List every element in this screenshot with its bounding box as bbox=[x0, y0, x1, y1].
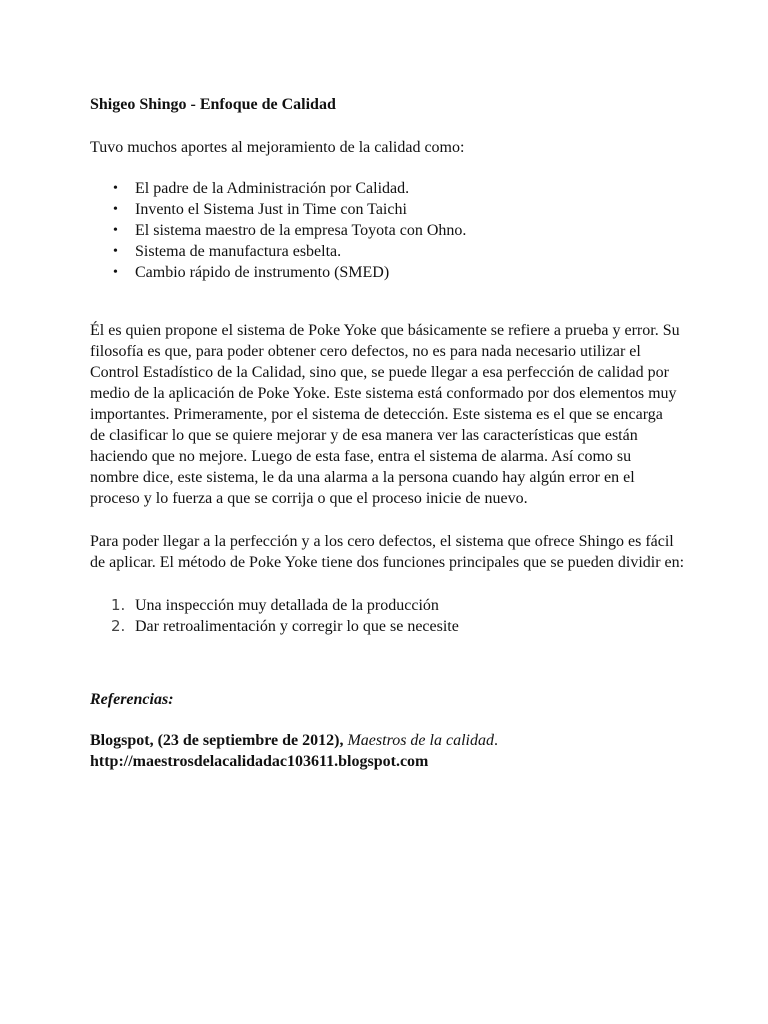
list-item-text: Cambio rápido de instrumento (SMED) bbox=[135, 264, 390, 281]
document-body bbox=[90, 94, 690, 772]
reference-source: Blogspot, (23 de septiembre de 2012), bbox=[90, 732, 344, 749]
list-item-text: El padre de la Administración por Calidad. bbox=[135, 180, 410, 197]
list-item-text: Invento el Sistema Just in Time con Taichi bbox=[135, 201, 407, 218]
numbered-item-text: Dar retroalimentación y corregir lo que se necesite bbox=[135, 618, 459, 635]
reference-url: http://maestrosdelacalidadac103611.blogspot.com bbox=[90, 753, 429, 770]
list-item-text: El sistema maestro de la empresa Toyota con Ohno. bbox=[135, 222, 467, 239]
numbered-item bbox=[90, 616, 690, 637]
list-item bbox=[90, 262, 690, 283]
list-item bbox=[90, 220, 690, 241]
item-number: 2. bbox=[111, 617, 126, 635]
list-item bbox=[90, 199, 690, 220]
bullet-icon: • bbox=[113, 244, 118, 259]
contributions-list bbox=[90, 178, 690, 283]
functions-paragraph: Para poder llegar a la perfección y a los cero defectos, el sistema que ofrece Shingo es fácil de aplicar. El método de Poke Yoke tiene dos funciones principales que se pueden dividir en: bbox=[90, 533, 685, 571]
intro-paragraph: Tuvo muchos aportes al mejoramiento de la calidad como: bbox=[90, 139, 465, 156]
bullet-icon: • bbox=[113, 265, 118, 280]
poke-yoke-paragraph: Él es quien propone el sistema de Poke Yoke que básicamente se refiere a prueba y error. Su filosofía es que, para poder obtener cero defectos, no es para nada necesario utilizar el Control Estadístico de la Calidad, sino que, se puede llegar a esa perfección de calidad por medio de la aplicación de Poke Yoke. Este sistema está conformado por dos elementos muy importantes. Primeramente, por el sistema de detección. Este sistema es el que se encarga de clasificar lo que se quiere mejorar y de esa manera ver las características que están haciendo que no mejore. Luego de esta fase, entra el sistema de alarma. Así como su nombre dice, este sistema, le da una alarma a la persona cuando hay algún error en el proceso y lo fuerza a que se corrija o que el proceso inicie de nuevo. bbox=[90, 322, 680, 507]
list-item-text: Sistema de manufactura esbelta. bbox=[135, 243, 342, 260]
bullet-icon: • bbox=[113, 223, 118, 238]
reference-work-title: Maestros de la calidad bbox=[347, 732, 494, 749]
bullet-icon: • bbox=[113, 181, 118, 196]
numbered-item-text: Una inspección muy detallada de la producción bbox=[135, 597, 439, 614]
bullet-icon: • bbox=[113, 202, 118, 217]
functions-list bbox=[90, 595, 690, 637]
list-item bbox=[90, 178, 690, 199]
item-number: 1. bbox=[111, 596, 126, 614]
reference-citation bbox=[90, 730, 690, 751]
numbered-item bbox=[90, 595, 690, 616]
references-heading: Referencias: bbox=[90, 691, 174, 708]
reference-period: . bbox=[493, 732, 498, 749]
document-title: Shigeo Shingo - Enfoque de Calidad bbox=[90, 96, 336, 113]
list-item bbox=[90, 241, 690, 262]
